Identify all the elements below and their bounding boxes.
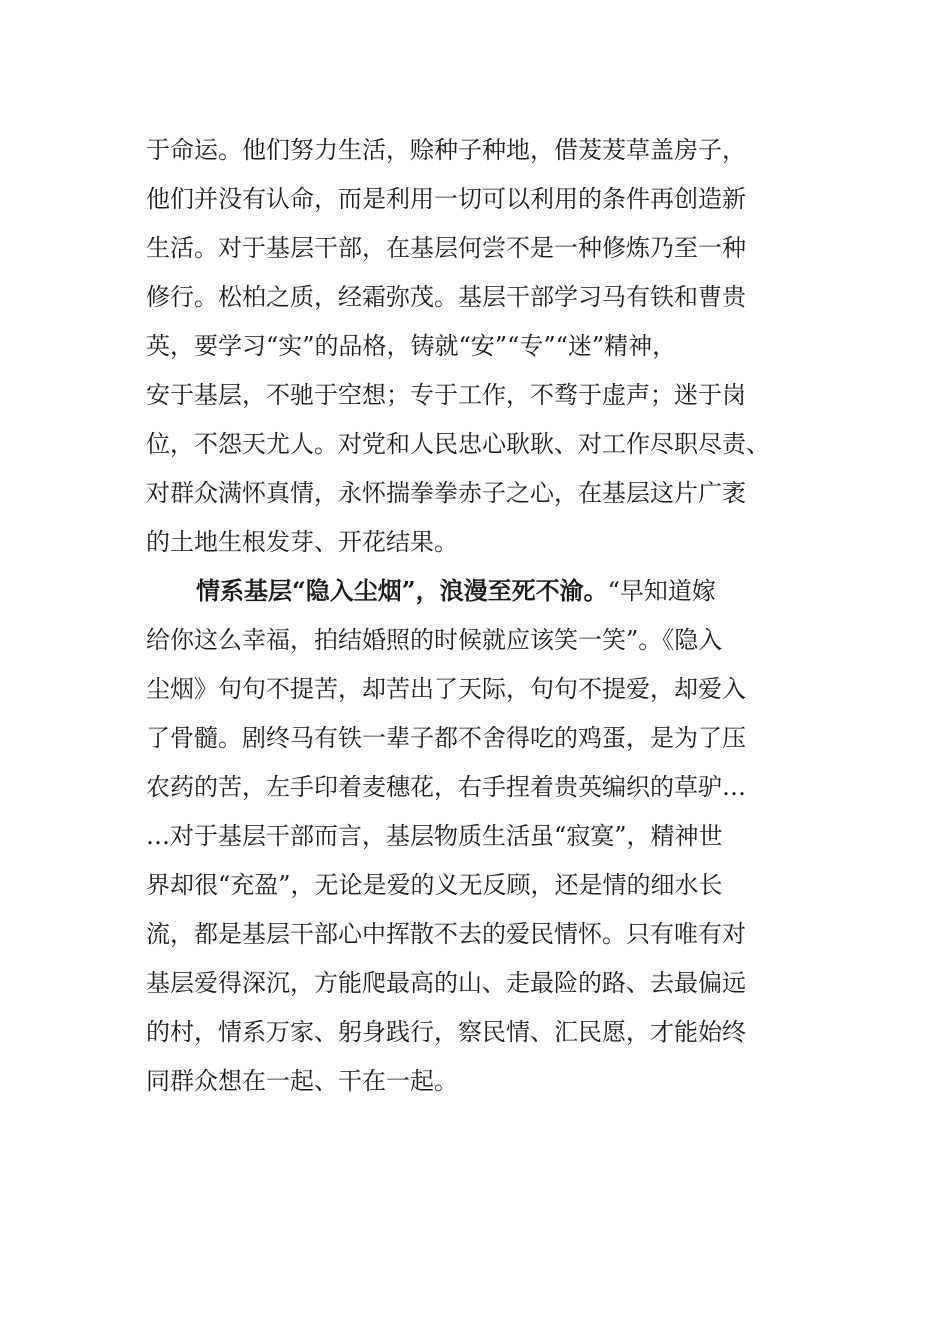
body-line-3: 生活。对于基层干部，在基层何尝不是一种修炼乃至一种 xyxy=(146,234,746,262)
section-heading: 情系基层“隐入尘烟”，浪漫至死不渝。 xyxy=(196,576,608,605)
body-line-10: 给你这么幸福，拍结婚照的时候就应该笑一笑”。《隐入 xyxy=(146,626,723,654)
section-heading-line xyxy=(196,574,806,608)
body-line-1: 于命运。他们努力生活，赊种子种地，借茇茇草盖房子， xyxy=(146,136,746,164)
body-line-13: 农药的苦，左手印着麦穗花，右手捏着贵英编织的草驴… xyxy=(146,773,746,801)
body-line-19: 同群众想在一起、干在一起。 xyxy=(146,1067,458,1095)
body-line-6: 安于基层，不驰于空想；专于工作，不骛于虚声；迷于岗 xyxy=(146,381,746,409)
body-line-16: 流，都是基层干部心中挥散不去的爱民情怀。只有唯有对 xyxy=(146,920,746,948)
body-line-7: 位，不怨天尤人。对党和人民忠心耿耿、对工作尽职尽责、 xyxy=(146,430,770,458)
body-line-2: 他们并没有认命，而是利用一切可以利用的条件再创造新 xyxy=(146,185,746,213)
body-line-5: 英，要学习“实”的品格，铸就“安”“专”“迷”精神， xyxy=(146,332,677,360)
section-heading-continuation: “早知道嫁 xyxy=(607,577,716,605)
body-line-4: 修行。松柏之质，经霜弥茂。基层干部学习马有铁和曹贵 xyxy=(146,283,746,311)
body-line-14: …对于基层干部而言，基层物质生活虽“寂寞”，精神世 xyxy=(146,822,723,850)
body-line-9: 的土地生根发芽、开花结果。 xyxy=(146,528,458,556)
body-line-11: 尘烟》句句不提苦，却苦出了天际，句句不提爱，却爱入 xyxy=(146,675,746,703)
body-line-18: 的村，情系万家、躬身践行，察民情、汇民愿，才能始终 xyxy=(146,1018,746,1046)
body-line-15: 界却很“充盈”，无论是爱的义无反顾，还是情的细水长 xyxy=(146,871,723,899)
body-line-8: 对群众满怀真情，永怀揣拳拳赤子之心，在基层这片广袤 xyxy=(146,479,746,507)
body-line-17: 基层爱得深沉，方能爬最高的山、走最险的路、去最偏远 xyxy=(146,969,746,997)
body-line-12: 了骨髓。剧终马有铁一辈子都不舍得吃的鸡蛋，是为了压 xyxy=(146,724,746,752)
